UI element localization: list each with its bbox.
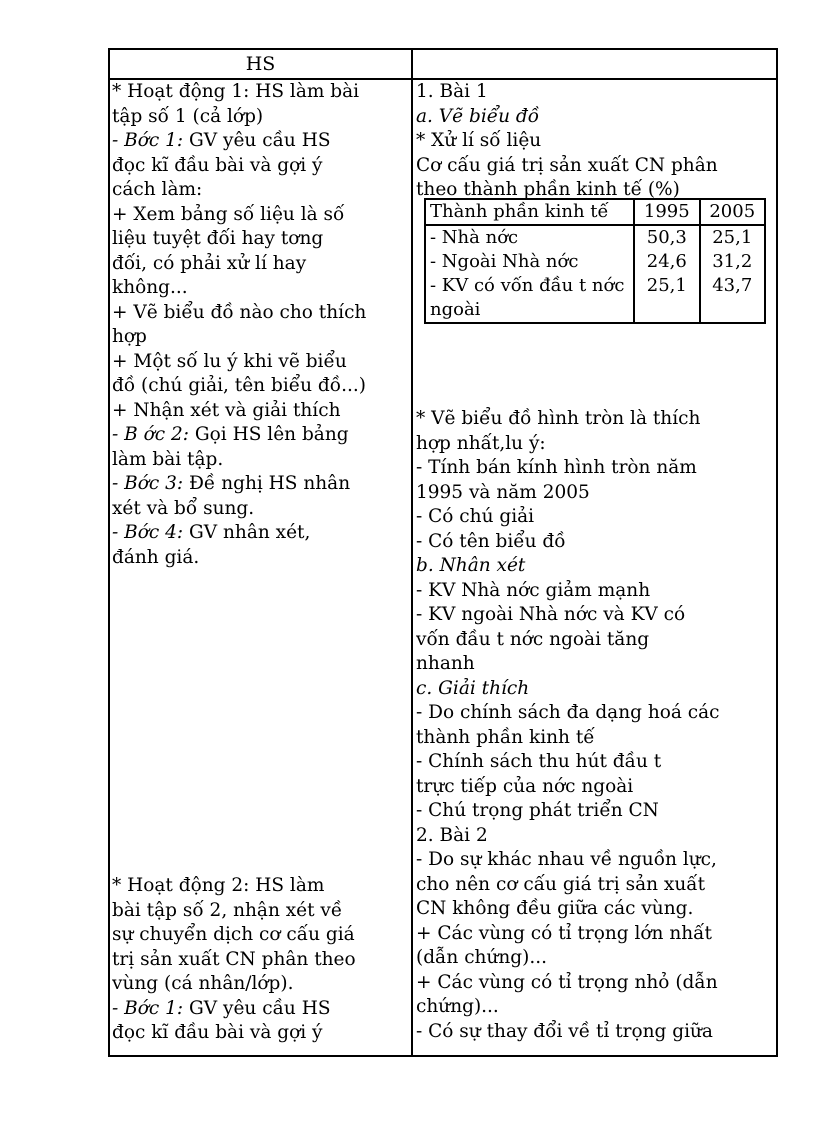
tip1-line2: liệu tuyệt đối hay tơng <box>112 228 324 249</box>
pie-tip1-line1: - Tính bán kính hình tròn năm <box>416 457 697 478</box>
pie-tip3: - Có tên biểu đồ <box>416 530 566 552</box>
observation2-line1: - KV ngoài Nhà nớc và KV có <box>416 604 686 625</box>
tip3-line2: đồ (chú giải, tên biểu đồ...) <box>112 375 366 396</box>
table-header-row <box>425 199 765 225</box>
exercise2-line7: chứng)... <box>416 996 499 1017</box>
process-data-heading: * Xử lí số liệu <box>416 130 542 151</box>
exercise2-title: 2. Bài 2 <box>416 824 488 846</box>
step1 <box>112 129 408 154</box>
tip4: + Nhận xét và giải thích <box>112 399 341 421</box>
step4 <box>112 521 408 546</box>
step4-text: GV nhân xét, <box>189 522 311 543</box>
table-row <box>425 225 765 323</box>
tip3-line1: + Một số lu ý khi vẽ biểu <box>112 350 347 372</box>
explanation1-line1: - Do chính sách đa dạng hoá các <box>416 702 720 723</box>
economic-sector-table <box>424 198 766 324</box>
exercise2-line1: - Do sự khác nhau về nguồn lực, <box>416 849 717 870</box>
step1b-label: - Bớc 1: <box>112 997 184 1019</box>
value-1995: 50,3 <box>646 227 687 248</box>
student-activities-column <box>112 80 408 570</box>
answers-column <box>416 80 776 203</box>
activity1-title: * Hoạt động 1: HS làm bài <box>112 81 360 102</box>
pie-line2: hợp nhất,lu ý: <box>416 432 546 454</box>
step2-line2: làm bài tập. <box>112 448 224 470</box>
activity1-title-cont: tập số 1 (cả lớp) <box>112 105 264 127</box>
tip1-line4: không... <box>112 277 188 298</box>
step1-text: GV yêu cầu HS <box>189 130 331 151</box>
explanation2-line2: trực tiếp của nớc ngoài <box>416 775 634 797</box>
activity2-line2: bài tập số 2, nhận xét về <box>112 899 343 921</box>
explanation2-line1: - Chính sách thu hút đầu t <box>416 751 662 772</box>
row-label: - KV có vốn đầu t nớc ngoài <box>430 275 625 320</box>
pie-tip1-line2: 1995 và năm 2005 <box>416 481 590 503</box>
tip1-line1: + Xem bảng số liệu là số <box>112 203 345 225</box>
step3-label: - Bớc 3: <box>112 473 184 494</box>
exercise1-part-a: a. Vẽ biểu đồ <box>416 105 540 127</box>
answers-column-2 <box>416 407 776 1044</box>
value-2005: 31,2 <box>712 251 753 272</box>
table-caption-line2: theo thành phần kinh tế (%) <box>416 179 680 200</box>
tip2-line2: hợp <box>112 326 147 347</box>
exercise2-line6: + Các vùng có tỉ trọng nhỏ (dẫn <box>416 971 718 993</box>
value-2005: 25,1 <box>712 227 753 248</box>
step3-line2: xét và bổ sung. <box>112 497 255 519</box>
table-caption-line1: Cơ cấu giá trị sản xuất CN phân <box>416 154 718 176</box>
activity2-line4: trị sản xuất CN phân theo <box>112 948 356 970</box>
value-1995: 24,6 <box>646 251 687 272</box>
row-label: - Nhà nớc <box>430 227 519 248</box>
step2-text: Gọi HS lên bảng <box>194 424 349 445</box>
tip1-line3: đối, có phải xử lí hay <box>112 252 307 274</box>
row-label: - Ngoài Nhà nớc <box>430 251 579 272</box>
exercise2-line2: cho nên cơ cấu giá trị sản xuất <box>416 873 706 895</box>
exercise2-line5: (dẫn chứng)... <box>416 947 547 968</box>
step2 <box>112 423 408 448</box>
step1b <box>112 997 408 1022</box>
header-2005: 2005 <box>700 199 765 225</box>
header-sector: Thành phần kinh tế <box>425 199 634 225</box>
step1-line3: cách làm: <box>112 179 203 200</box>
pie-line1: * Vẽ biểu đồ hình tròn là thích <box>416 408 701 429</box>
activity2-line5: vùng (cá nhân/lớp). <box>112 973 294 994</box>
exercise1-part-b: b. Nhân xét <box>416 555 526 576</box>
exercise2-line3: CN không đều giữa các vùng. <box>416 898 694 919</box>
column-divider <box>411 48 413 1057</box>
step3-text: Đề nghị HS nhân <box>189 473 351 494</box>
column-header-hs: HS <box>245 53 276 75</box>
step4-label: - Bớc 4: <box>112 522 184 543</box>
explanation1-line2: thành phần kinh tế <box>416 726 595 748</box>
exercise2-line8: - Có sự thay đổi về tỉ trọng giữa <box>416 1020 713 1042</box>
step1b-line2: đọc kĩ đầu bài và gợi ý <box>112 1022 323 1043</box>
tip2-line1: + Vẽ biểu đồ nào cho thích <box>112 301 367 323</box>
observation1: - KV Nhà nớc giảm mạnh <box>416 579 651 601</box>
activity2-line3: sự chuyển dịch cơ cấu giá <box>112 924 355 945</box>
observation2-line3: nhanh <box>416 653 475 674</box>
header-1995: 1995 <box>634 199 699 225</box>
exercise1-title: 1. Bài 1 <box>416 81 488 102</box>
value-2005: 43,7 <box>712 275 753 296</box>
explanation3: - Chú trọng phát triển CN <box>416 800 659 821</box>
activity2-line1: * Hoạt động 2: HS làm <box>112 875 325 896</box>
step3 <box>112 472 408 497</box>
step4-line2: đánh giá. <box>112 546 200 568</box>
exercise1-part-c: c. Giải thích <box>416 677 530 699</box>
exercise2-line4: + Các vùng có tỉ trọng lớn nhất <box>416 922 712 944</box>
step1b-text: GV yêu cầu HS <box>189 997 331 1019</box>
step2-label: - B ớc 2: <box>112 424 189 445</box>
value-1995: 25,1 <box>646 275 687 296</box>
observation2-line2: vốn đầu t nớc ngoài tăng <box>416 628 650 650</box>
step1-line2: đọc kĩ đầu bài và gợi ý <box>112 154 323 176</box>
pie-tip2: - Có chú giải <box>416 506 535 527</box>
student-activities-column-2 <box>112 874 408 1046</box>
step1-label: - Bớc 1: <box>112 130 184 151</box>
